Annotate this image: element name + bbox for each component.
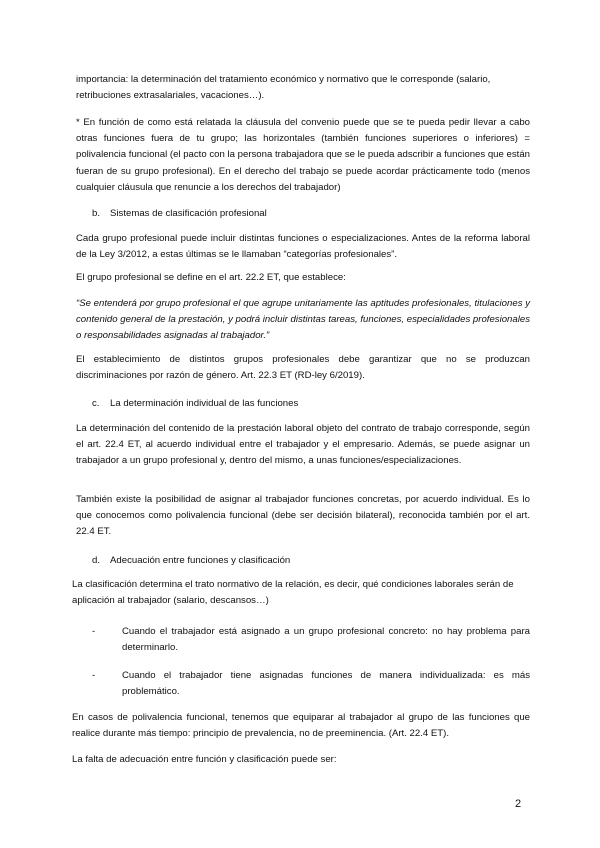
heading-d-label: d. bbox=[92, 555, 101, 566]
quote-art-22-2: “Se entenderá por grupo profesional el que agrupe unitariamente las aptitudes profesionales, titulaciones y contenido general de la prestación, y podrá incluir distintas tareas, funciones, especialidades profesionales o responsabilidades asignadas al trabajador.” bbox=[76, 298, 530, 342]
bullet-marker-2: - bbox=[92, 670, 96, 681]
paragraph-prevalencia: En casos de polivalencia funcional, tenemos que equiparar al trabajador al grupo de las funciones que realice durante más tiempo: principio de prevalencia, no de preeminencia. (Art. 22.4 ET). bbox=[72, 712, 530, 740]
heading-d-text: Adecuación entre funciones y clasificación bbox=[110, 555, 291, 566]
heading-c-text: La determinación individual de las funciones bbox=[110, 398, 299, 409]
heading-d bbox=[92, 553, 290, 569]
paragraph-clasificacion: La clasificación determina el trato normativo de la relación, es decir, qué condiciones laborales serán de aplicación al trabajador (salario, descansos…) bbox=[72, 579, 514, 607]
paragraph-polivalencia-note: * En función de como está relatada la cláusula del convenio puede que se te pueda pedir llevar a cabo otras funciones fuera de tu grupo; las horizontales (también funciones superiores o inferiores) = polivalencia funcional (el pacto con la persona trabajadora que se le pueda adscribir a funciones que están fueran de su grupo profesional). En el derecho del trabajo se puede acordar prácticamente todo (menos cualquier cláusula que renuncie a los derechos del trabajador) bbox=[76, 117, 530, 193]
paragraph-funciones-concretas: También existe la posibilidad de asignar al trabajador funciones concretas, por acuerdo individual. Es lo que conocemos como polivalencia funcional (debe ser decisión bilateral), reconocida también por el art. 22.4 ET. bbox=[76, 494, 530, 538]
heading-b-text: Sistemas de clasificación profesional bbox=[110, 208, 267, 219]
paragraph-art-22-2: El grupo profesional se define en el art. 22.2 ET, que establece: bbox=[76, 272, 346, 283]
heading-b-label: b. bbox=[92, 208, 101, 219]
bullet-marker-1: - bbox=[92, 626, 96, 637]
paragraph-determinacion-contenido: La determinación del contenido de la prestación laboral objeto del contrato de trabajo corresponde, según el art. 22.4 ET, al acuerdo individual entre el trabajador y el empresario. Además, se puede asignar un trabajador a un grupo profesional y, dentro del mismo, a unas funciones/especializaciones. bbox=[76, 423, 530, 467]
page-number: 2 bbox=[515, 798, 522, 810]
paragraph-importancia: importancia: la determinación del tratamiento económico y normativo que le corresponde (salario, retribuciones extrasalariales, vacaciones…). bbox=[76, 74, 491, 102]
bullet-item-2: Cuando el trabajador tiene asignadas funciones de manera individualizada: es más problemático. bbox=[122, 670, 530, 698]
heading-c bbox=[92, 396, 298, 412]
paragraph-grupo-profesional: Cada grupo profesional puede incluir distintas funciones o especializaciones. Antes de la reforma laboral de la Ley 3/2012, a estas últimas se le llamaban “categorías profesionales”. bbox=[76, 233, 530, 261]
paragraph-discriminacion: El establecimiento de distintos grupos profesionales debe garantizar que no se produzcan discriminaciones por razón de género. Art. 22.3 ET (RD-ley 6/2019). bbox=[76, 354, 530, 382]
paragraph-falta-adecuacion: La falta de adecuación entre función y clasificación puede ser: bbox=[72, 754, 337, 765]
bullet-item-1: Cuando el trabajador está asignado a un grupo profesional concreto: no hay problema para determinarlo. bbox=[122, 626, 530, 654]
heading-c-label: c. bbox=[92, 398, 100, 409]
heading-b bbox=[92, 206, 267, 222]
